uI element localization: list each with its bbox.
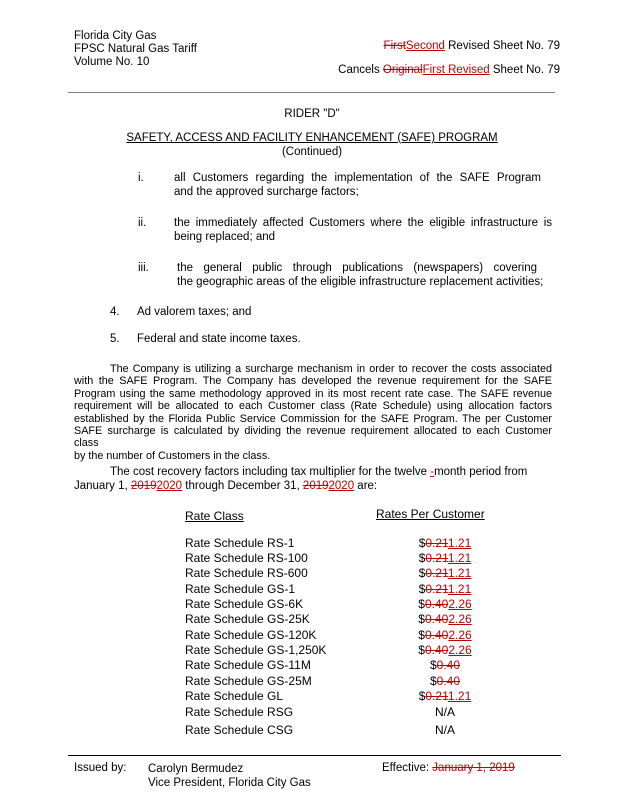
table-row: Rate Schedule RS-1 $0.211.21 (185, 536, 472, 550)
cancels-deleted-text: Original (382, 64, 423, 76)
table-row: Rate Schedule GL $0.211.21 (185, 689, 472, 703)
footer-divider (68, 755, 561, 756)
issuer-name: Carolyn Bermudez (148, 763, 244, 775)
table-row: Rate Schedule GS-25K $0.402.26 (185, 612, 472, 626)
tariff-header (74, 30, 197, 69)
table-row: Rate Schedule GS-6K $0.402.26 (185, 597, 472, 611)
rider-title: RIDER "D" (284, 108, 340, 120)
issuer-title: Vice President, Florida City Gas (148, 777, 311, 789)
company-name: Florida City Gas (74, 30, 157, 42)
table-row: Rate Schedule RS-600 $0.211.21 (185, 566, 472, 580)
recovery-line-2: January 1, 20192020 through December 31, 20192020 are: (74, 480, 378, 492)
table-row: Rate Schedule RS-100 $0.211.21 (185, 551, 472, 565)
header-divider (68, 92, 555, 93)
tariff-name: FPSC Natural Gas Tariff (74, 43, 197, 55)
continued-label: (Continued) (281, 146, 343, 158)
table-row: Rate Schedule GS-120K $0.402.26 (185, 628, 472, 642)
table-row: Rate Schedule CSG N/A (185, 723, 455, 737)
table-row: Rate Schedule GS-25M $0.40 (185, 674, 461, 688)
sheet-deleted-text: First (383, 40, 406, 52)
table-row: Rate Schedule RSG N/A (185, 705, 455, 719)
column-header-rate-class: Rate Class (185, 509, 244, 523)
table-row: Rate Schedule GS-11M $0.40 (185, 658, 461, 672)
recovery-line-1: The cost recovery factors including tax multiplier for the twelve -month period from (110, 466, 528, 478)
cancels-inserted-text: First Revised (422, 64, 490, 76)
table-row: Rate Schedule GS-1 $0.211.21 (185, 582, 472, 596)
table-row: Rate Schedule GS-1,250K $0.402.26 (185, 643, 472, 657)
volume-number: Volume No. 10 (74, 56, 150, 68)
program-title: SAFETY, ACCESS AND FACILITY ENHANCEMENT (SAFE) PROGRAM (126, 132, 498, 144)
surcharge-paragraph: The Company is utilizing a surcharge mechanism in order to recover the costs associated with the SAFE Program. The Company has developed the revenue requirement for the SAFE Program using the same methodology approved in its most recent rate case. The SAFE revenue requirement will be allocated to each Customer class (Rate Schedule) using allocation factors established by the Florida Public Service Commission for the SAFE Program. The per Customer SAFE surcharge is calculated by dividing the revenue requirement allocated to each Customer class by the number of Customers in the class. (74, 363, 552, 462)
cancels-sheet: Cancels OriginalFirst Revised Sheet No. 79 (338, 64, 560, 76)
issued-by-label: Issued by: (74, 762, 127, 774)
effective-date: Effective: January 1, 2019 (382, 762, 515, 774)
sheet-inserted-text: Second (405, 40, 445, 52)
effective-deleted-date: January 1, 2019 (432, 762, 515, 774)
issuer (148, 762, 311, 790)
sheet-number: FirstSecond Revised Sheet No. 79 (383, 40, 560, 52)
column-header-rates: Rates Per Customer (376, 507, 485, 521)
